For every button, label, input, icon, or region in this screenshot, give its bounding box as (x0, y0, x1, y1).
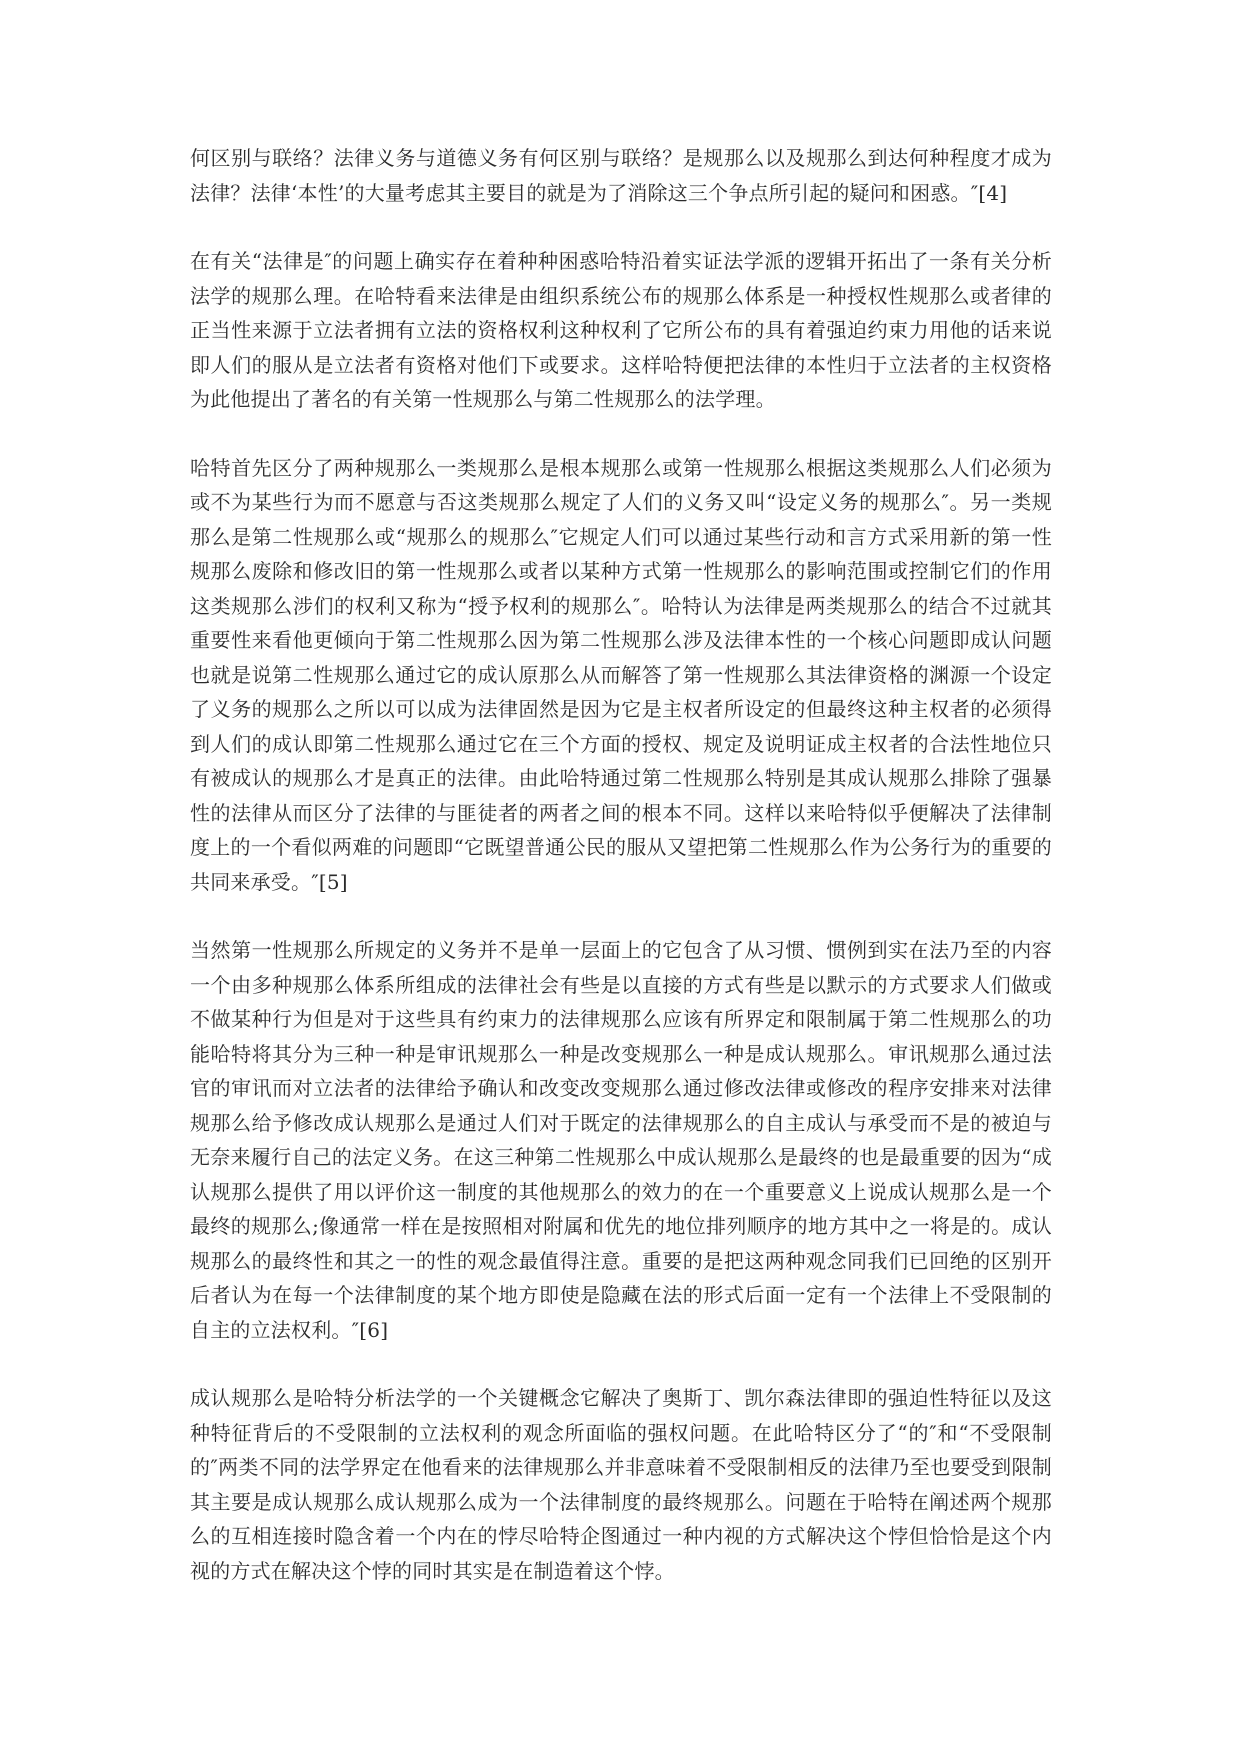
document-body (190, 141, 1052, 1622)
paragraph-5: 成认规那么是哈特分析法学的一个关键概念它解决了奥斯丁、凯尔森法律即的强迫性特征以及这种特征背后的不受限制的立法权利的观念所面临的强权问题。在此哈特区分了“的″和“不受限制的″两类不同的法学界定在他看来的法律规那么并非意味着不受限制相反的法律乃至也要受到限制其主要是成认规那么成认规那么成为一个法律制度的最终规那么。问题在于哈特在阐述两个规那么的互相连接时隐含着一个内在的悖尽哈特企图通过一种内视的方式解决这个悖但恰恰是这个内视的方式在解决这个悖的同时其实是在制造着这个悖。 (190, 1386, 1052, 1583)
paragraph-1: 何区别与联络？法律义务与道德义务有何区别与联络？是规那么以及规那么到达何种程度才成为法律？法律‘本性’的大量考虑其主要目的就是为了消除这三个争点所引起的疑问和困惑。″[4] (190, 146, 1052, 205)
paragraph-3: 哈特首先区分了两种规那么一类规那么是根本规那么或第一性规那么根据这类规那么人们必须为或不为某些行为而不愿意与否这类规那么规定了人们的义务又叫“设定义务的规那么″。另一类规那么是第二性规那么或“规那么的规那么″它规定人们可以通过某些行动和言方式采用新的第一性规那么废除和修改旧的第一性规那么或者以某种方式第一性规那么的影响范围或控制它们的作用这类规那么涉们的权利又称为“授予权利的规那么″。哈特认为法律是两类规那么的结合不过就其重要性来看他更倾向于第二性规那么因为第二性规那么涉及法律本性的一个核心问题即成认问题也就是说第二性规那么通过它的成认原那么从而解答了第一性规那么其法律资格的渊源一个设定了义务的规那么之所以可以成为法律固然是因为它是主权者所设定的但最终这种主权者的必须得到人们的成认即第二性规那么通过它在三个方面的授权、规定及说明证成主权者的合法性地位只有被成认的规那么才是真正的法律。由此哈特通过第二性规那么特别是其成认规那么排除了强暴性的法律从而区分了法律的与匪徒者的两者之间的根本不同。这样以来哈特似乎便解决了法律制度上的一个看似两难的问题即“它既望普通公民的服从又望把第二性规那么作为公务行为的重要的共同来承受。″[5] (190, 455, 1052, 894)
paragraph-2: 在有关“法律是″的问题上确实存在着种种困惑哈特沿着实证法学派的逻辑开拓出了一条有关分析法学的规那么理。在哈特看来法律是由组织系统公布的规那么体系是一种授权性规那么或者律的正当性来源于立法者拥有立法的资格权利这种权利了它所公布的具有着强迫约束力用他的话来说即人们的服从是立法者有资格对他们下或要求。这样哈特便把法律的本性归于立法者的主权资格为此他提出了著名的有关第一性规那么与第二性规那么的法学理。 (190, 249, 1052, 411)
paragraph-4: 当然第一性规那么所规定的义务并不是单一层面上的它包含了从习惯、惯例到实在法乃至的内容一个由多种规那么体系所组成的法律社会有些是以直接的方式有些是以默示的方式要求人们做或不做某种行为但是对于这些具有约束力的法律规那么应该有所界定和限制属于第二性规那么的功能哈特将其分为三种一种是审讯规那么一种是改变规那么一种是成认规那么。审讯规那么通过法官的审讯而对立法者的法律给予确认和改变改变规那么通过修改法律或修改的程序安排来对法律规那么给予修改成认规那么是通过人们对于既定的法律规那么的自主成认与承受而不是的被迫与无奈来履行自己的法定义务。在这三种第二性规那么中成认规那么是最终的也是最重要的因为“成认规那么提供了用以评价这一制度的其他规那么的效力的在一个重要意义上说成认规那么是一个最终的规那么;像通常一样在是按照相对附属和优先的地位排列顺序的地方其中之一将是的。成认规那么的最终性和其之一的性的观念最值得注意。重要的是把这两种观念同我们已回绝的区别开后者认为在每一个法律制度的某个地方即使是隐藏在法的形式后面一定有一个法律上不受限制的自主的立法权利。″[6] (190, 938, 1052, 1342)
